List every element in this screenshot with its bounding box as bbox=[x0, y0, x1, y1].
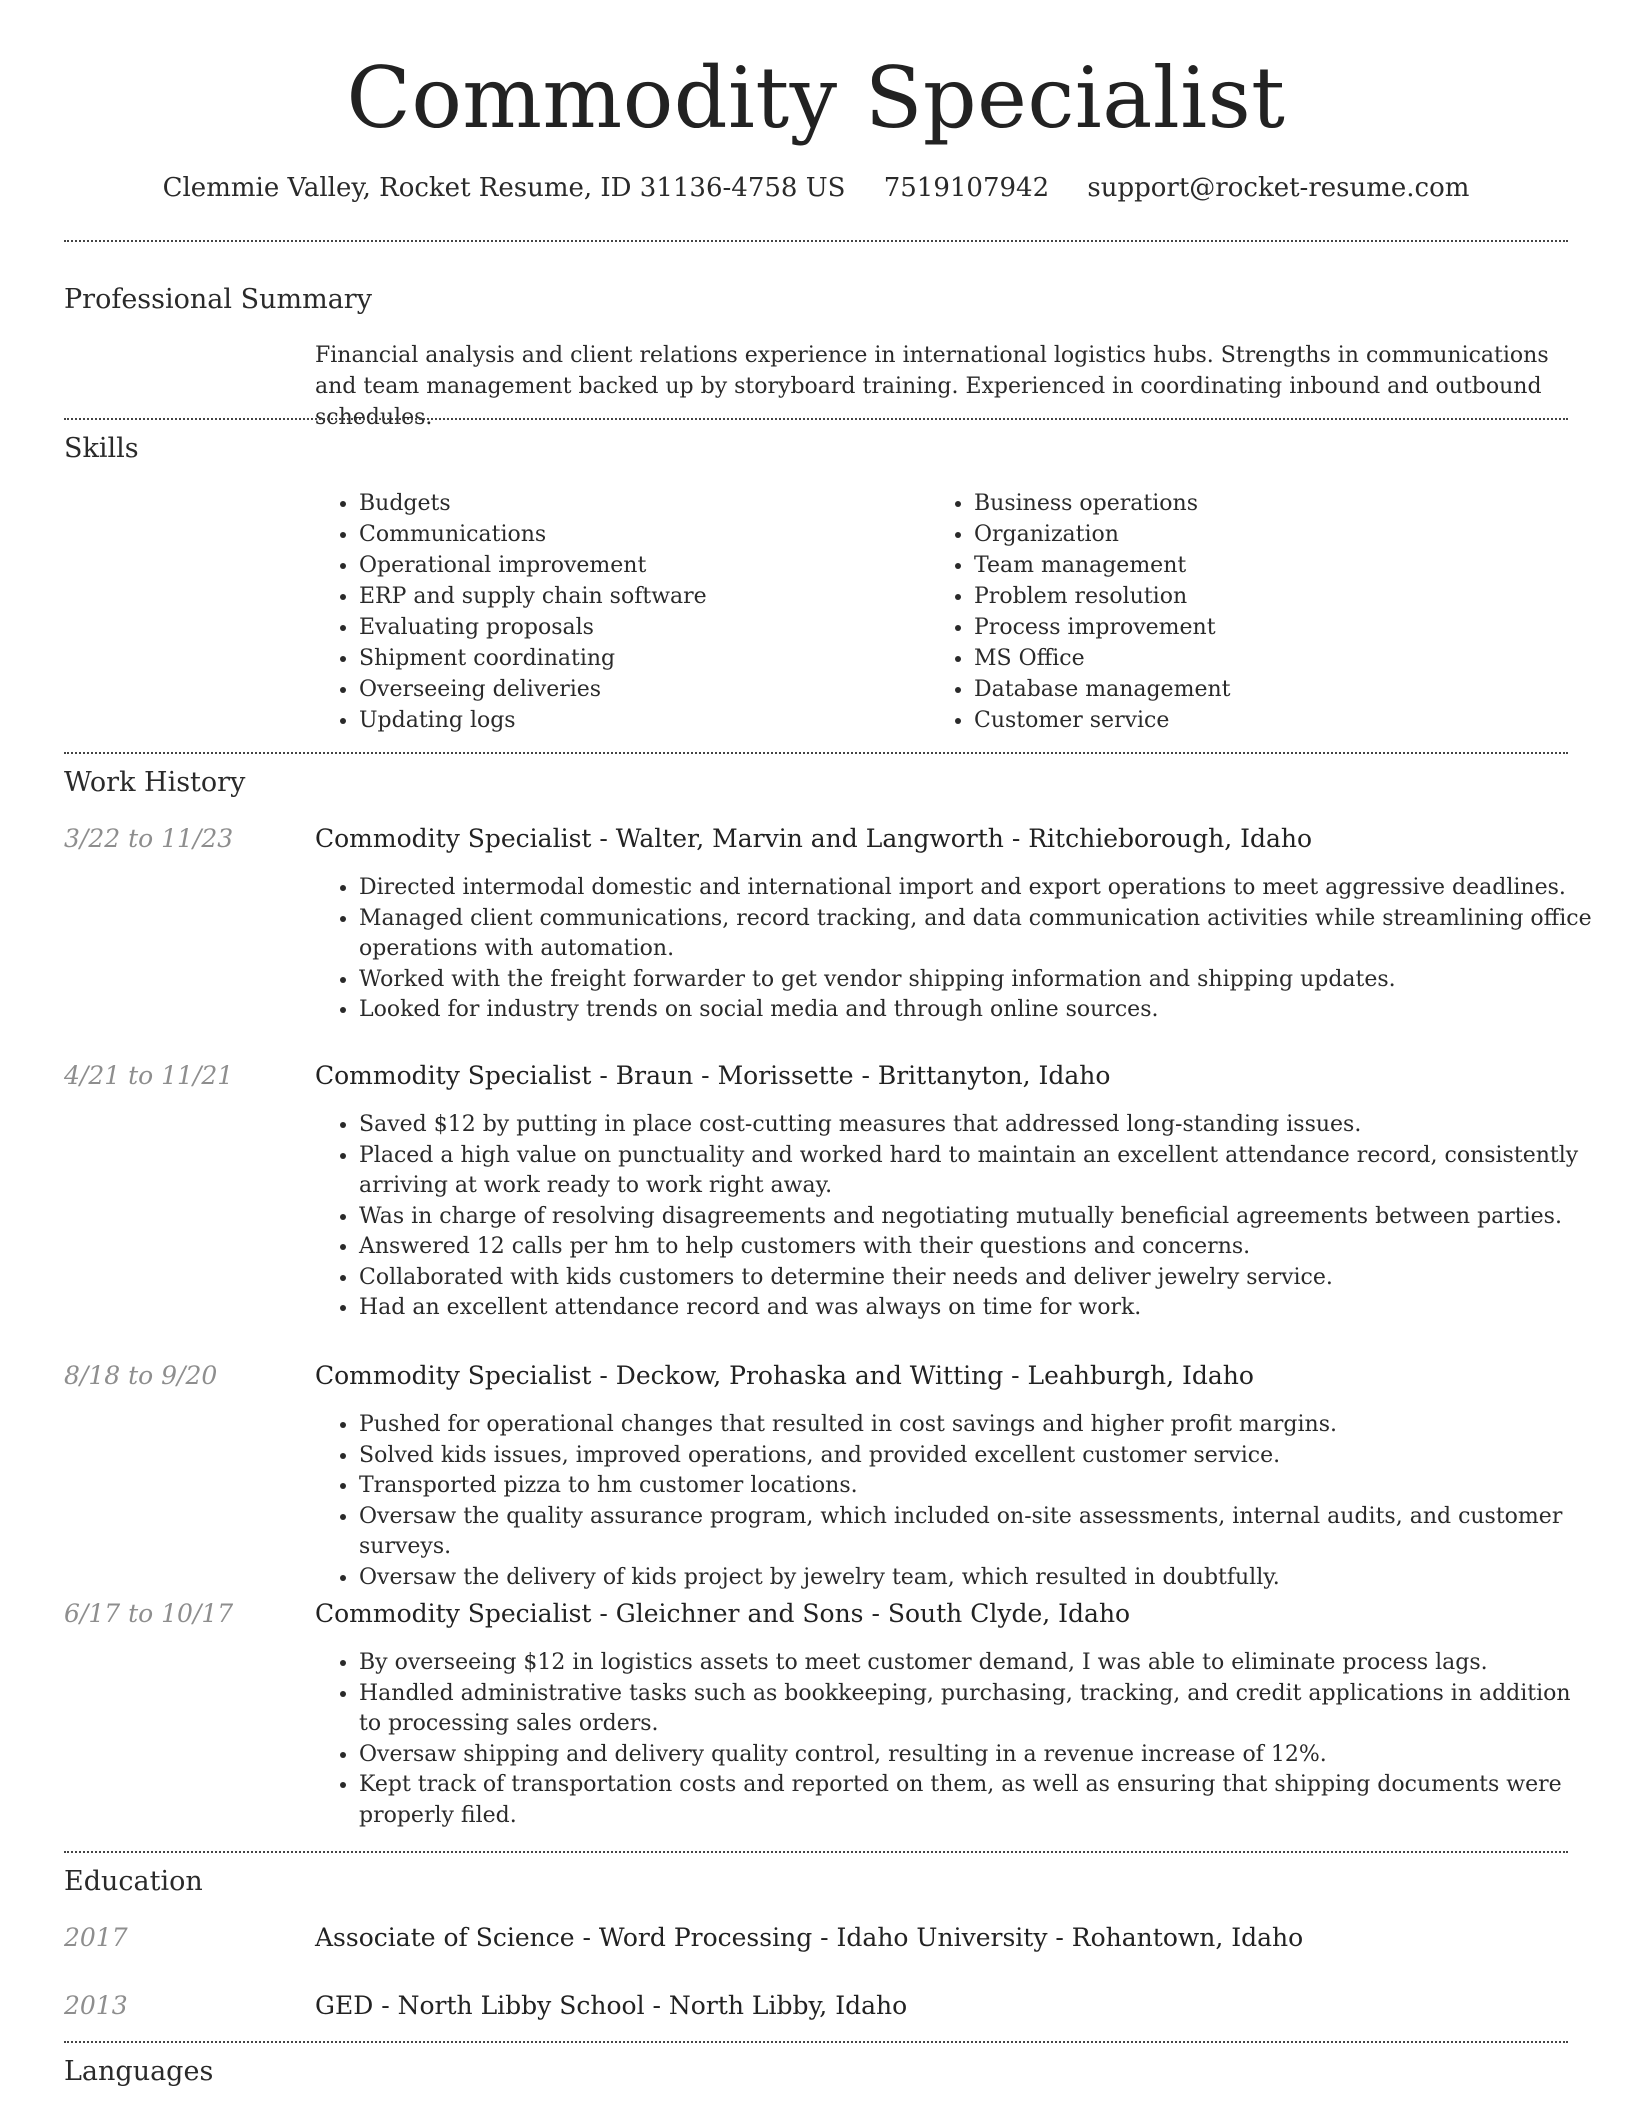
job-bullet: • Transported pizza to hm customer locations. bbox=[359, 1471, 1599, 1502]
job-bullets bbox=[315, 873, 1599, 1026]
job-date: 8/18 to 9/20 bbox=[64, 1361, 218, 1390]
contact-line bbox=[0, 170, 1632, 206]
skill-item: • MS Office bbox=[974, 643, 1230, 674]
job-bullet: • Oversaw shipping and delivery quality control, resulting in a revenue increase of 12%. bbox=[359, 1740, 1599, 1771]
contact-phone: 7519107942 bbox=[883, 173, 1050, 203]
skill-item: • Database management bbox=[974, 674, 1230, 705]
job-bullet: • Managed client communications, record tracking, and data communication activities while streamlining office operations with automation. bbox=[359, 904, 1599, 965]
job-bullets bbox=[315, 1648, 1599, 1831]
divider bbox=[64, 240, 1568, 242]
job-date: 3/22 to 11/23 bbox=[64, 824, 234, 853]
job-bullets bbox=[315, 1110, 1599, 1324]
page-title: Commodity Specialist bbox=[346, 49, 1286, 147]
skills-list-right bbox=[930, 488, 1230, 736]
skill-item: • Budgets bbox=[359, 488, 707, 519]
skill-item: • Process improvement bbox=[974, 612, 1230, 643]
job-bullet: • Saved $12 by putting in place cost-cutting measures that addressed long-standing issues. bbox=[359, 1110, 1599, 1141]
education-title: Associate of Science - Word Processing - Idaho University - Rohantown, Idaho bbox=[315, 1923, 1304, 1952]
job-bullet: • Oversaw the delivery of kids project by jewelry team, which resulted in doubtfully. bbox=[359, 1563, 1599, 1594]
job-bullet: • Was in charge of resolving disagreements and negotiating mutually beneficial agreements between parties. bbox=[359, 1202, 1599, 1233]
education-date: 2017 bbox=[64, 1923, 128, 1952]
job-bullet: • By overseeing $12 in logistics assets to meet customer demand, I was able to eliminate process lags. bbox=[359, 1648, 1599, 1679]
skill-item: • Operational improvement bbox=[359, 550, 707, 581]
section-heading-skills: Skills bbox=[64, 433, 139, 464]
job-bullet: • Answered 12 calls per hm to help customers with their questions and concerns. bbox=[359, 1232, 1599, 1263]
job-title: Commodity Specialist - Braun - Morissette - Brittanyton, Idaho bbox=[315, 1061, 1111, 1090]
job-bullet: • Kept track of transportation costs and reported on them, as well as ensuring that shipping documents were properly filed. bbox=[359, 1770, 1599, 1831]
skill-item: • Business operations bbox=[974, 488, 1230, 519]
job-bullet: • Placed a high value on punctuality and worked hard to maintain an excellent attendance record, consistently arriving at work ready to work right away. bbox=[359, 1141, 1599, 1202]
job-title: Commodity Specialist - Deckow, Prohaska and Witting - Leahburgh, Idaho bbox=[315, 1361, 1254, 1390]
skill-item: • ERP and supply chain software bbox=[359, 581, 707, 612]
section-heading-work: Work History bbox=[64, 767, 246, 798]
job-bullet: • Oversaw the quality assurance program, which included on-site assessments, internal audits, and customer surveys. bbox=[359, 1502, 1599, 1563]
skill-item: • Overseeing deliveries bbox=[359, 674, 707, 705]
education-title: GED - North Libby School - North Libby, Idaho bbox=[315, 1991, 908, 2020]
job-bullet: • Had an excellent attendance record and was always on time for work. bbox=[359, 1293, 1599, 1324]
job-date: 6/17 to 10/17 bbox=[64, 1599, 234, 1628]
contact-email: support@rocket-resume.com bbox=[1087, 173, 1470, 203]
contact-address: Clemmie Valley, Rocket Resume, ID 31136-4758 US bbox=[162, 173, 846, 203]
job-bullet: • Handled administrative tasks such as bookkeeping, purchasing, tracking, and credit applications in addition to processing sales orders. bbox=[359, 1679, 1599, 1740]
job-bullet: • Pushed for operational changes that resulted in cost savings and higher profit margins. bbox=[359, 1410, 1599, 1441]
education-date: 2013 bbox=[64, 1991, 128, 2020]
divider bbox=[64, 2041, 1568, 2043]
section-heading-summary: Professional Summary bbox=[64, 284, 372, 315]
divider bbox=[64, 418, 1568, 420]
skill-item: • Evaluating proposals bbox=[359, 612, 707, 643]
job-bullet: • Looked for industry trends on social media and through online sources. bbox=[359, 995, 1599, 1026]
job-title: Commodity Specialist - Gleichner and Sons - South Clyde, Idaho bbox=[315, 1599, 1131, 1628]
summary-text: Financial analysis and client relations experience in international logistics hubs. Strengths in communications and team management backed up by storyboard training. Experienced in coordinating inbound and outbound schedules. bbox=[315, 343, 1549, 430]
job-bullets bbox=[315, 1410, 1599, 1593]
skill-item: • Organization bbox=[974, 519, 1230, 550]
job-bullet: • Directed intermodal domestic and international import and export operations to meet aggressive deadlines. bbox=[359, 873, 1599, 904]
skill-item: • Customer service bbox=[974, 705, 1230, 736]
skill-item: • Communications bbox=[359, 519, 707, 550]
job-title: Commodity Specialist - Walter, Marvin and Langworth - Ritchieborough, Idaho bbox=[315, 824, 1313, 853]
job-bullet: • Worked with the freight forwarder to get vendor shipping information and shipping updates. bbox=[359, 965, 1599, 996]
skill-item: • Updating logs bbox=[359, 705, 707, 736]
skills-list-left bbox=[315, 488, 707, 736]
divider bbox=[64, 1851, 1568, 1853]
divider bbox=[64, 752, 1568, 754]
job-bullet: • Solved kids issues, improved operations, and provided excellent customer service. bbox=[359, 1441, 1599, 1472]
skill-item: • Problem resolution bbox=[974, 581, 1230, 612]
job-date: 4/21 to 11/21 bbox=[64, 1061, 234, 1090]
section-heading-education: Education bbox=[64, 1866, 203, 1897]
skill-item: • Team management bbox=[974, 550, 1230, 581]
job-bullet: • Collaborated with kids customers to determine their needs and deliver jewelry service. bbox=[359, 1263, 1599, 1294]
skill-item: • Shipment coordinating bbox=[359, 643, 707, 674]
section-heading-languages: Languages bbox=[64, 2056, 214, 2087]
